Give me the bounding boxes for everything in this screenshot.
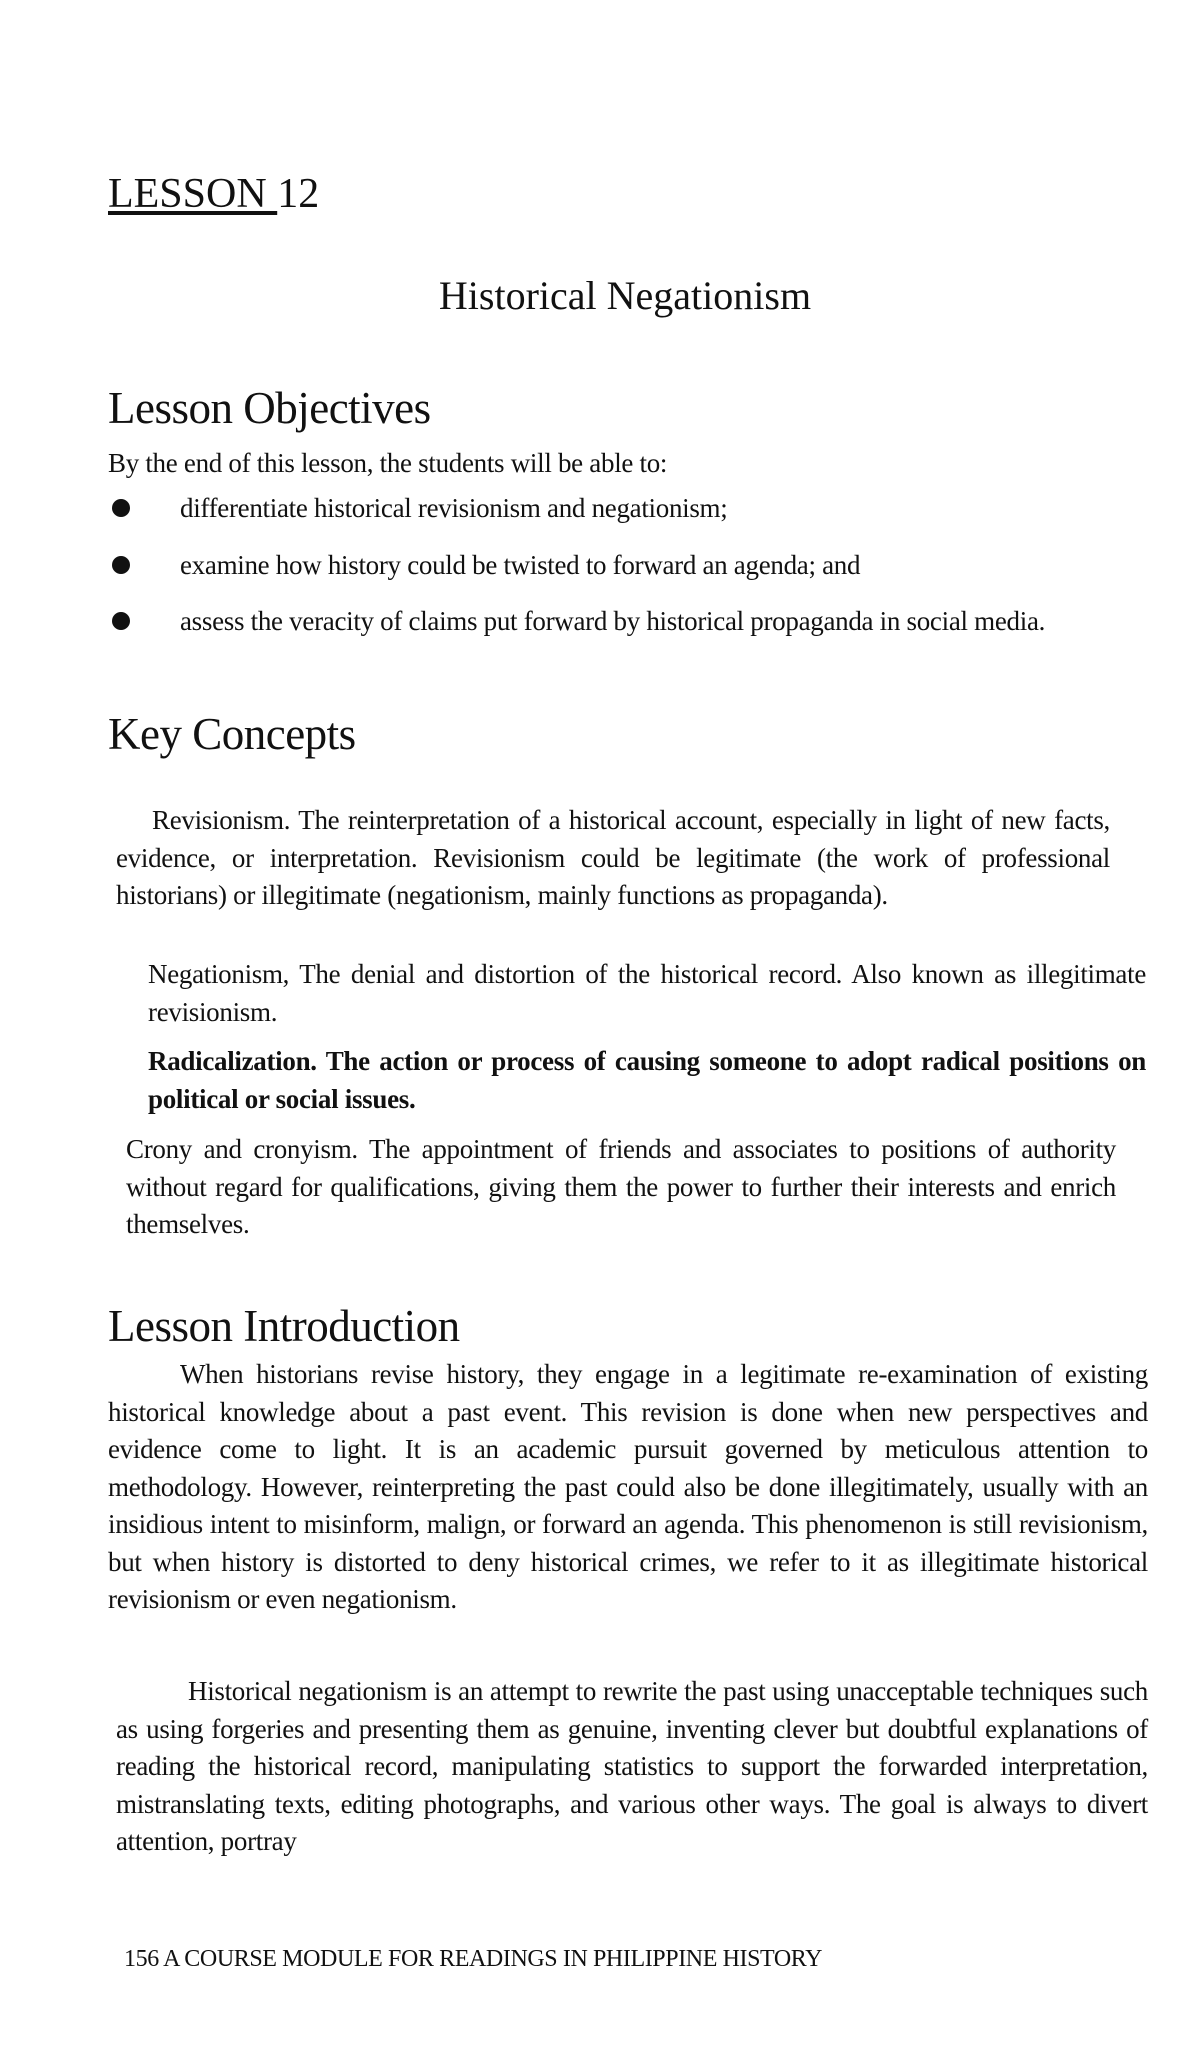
- lesson-label: LESSON: [108, 171, 278, 217]
- objective-text: examine how history could be twisted to forward an agenda; and: [180, 549, 861, 580]
- bullet-icon: [112, 612, 130, 630]
- objective-item: [108, 603, 1088, 641]
- concept-cronyism: Crony and cronyism. The appointment of friends and associates to positions of authority without regard for qualifications, giving them the power to further their interests and enrich themselves.: [126, 1134, 1116, 1239]
- introduction-paragraph-1: When historians revise history, they engage in a legitimate re-examination of existing historical knowledge about a past event. This revision is done when new perspectives and evidence come to light. It is an academic pursuit governed by meticulous attention to methodology. However, reinterpreting the past could also be done illegitimately, usually with an insidious intent to misinform, malign, or forward an agenda. This phenomenon is still revisionism, but when history is distorted to deny historical crimes, we refer to it as illegitimate historical revisionism or even negationism.: [108, 1359, 1148, 1614]
- introduction-heading: Lesson Introduction: [108, 1301, 460, 1351]
- lesson-title: Historical Negationism: [438, 273, 812, 318]
- objectives-intro: By the end of this lesson, the students will be able to:: [108, 448, 668, 478]
- introduction-paragraph-2: Historical negationism is an attempt to rewrite the past using unacceptable techniques such as using forgeries and presenting them as genuine, inventing clever but doubtful explanations of reading the historical record, manipulating statistics to support the forwarded interpretation, mistranslating texts, editing photographs, and various other ways. The goal is always to divert attention, portray: [116, 1676, 1148, 1856]
- concept-radicalization: Radicalization. The action or process of causing someone to adopt radical positions on political or social issues.: [148, 1046, 1146, 1114]
- page-footer: 156 A COURSE MODULE FOR READINGS IN PHILIPPINE HISTORY: [124, 1946, 823, 1972]
- concept-revisionism: Revisionism. The reinterpretation of a historical account, especially in light of new facts, evidence, or interpretation. Revisionism could be legitimate (the work of professional historians) or illegitimate (negationism, mainly functions as propaganda).: [116, 805, 1110, 910]
- objectives-heading: Lesson Objectives: [108, 383, 431, 433]
- concept-negationism: Negationism, The denial and distortion of the historical record. Also known as illegitimate revisionism.: [148, 959, 1146, 1027]
- key-concepts-heading: Key Concepts: [108, 709, 356, 759]
- objective-text: assess the veracity of claims put forward by historical propaganda in social media.: [180, 606, 1046, 636]
- lesson-number: 12: [277, 171, 320, 217]
- bullet-icon: [112, 499, 130, 517]
- objective-item: [108, 547, 1088, 585]
- lesson-number-heading: [108, 170, 319, 218]
- objective-text: differentiate historical revisionism and negationism;: [180, 493, 728, 523]
- objective-item: [108, 490, 1088, 528]
- bullet-icon: [112, 556, 130, 574]
- objectives-list: [108, 490, 1088, 660]
